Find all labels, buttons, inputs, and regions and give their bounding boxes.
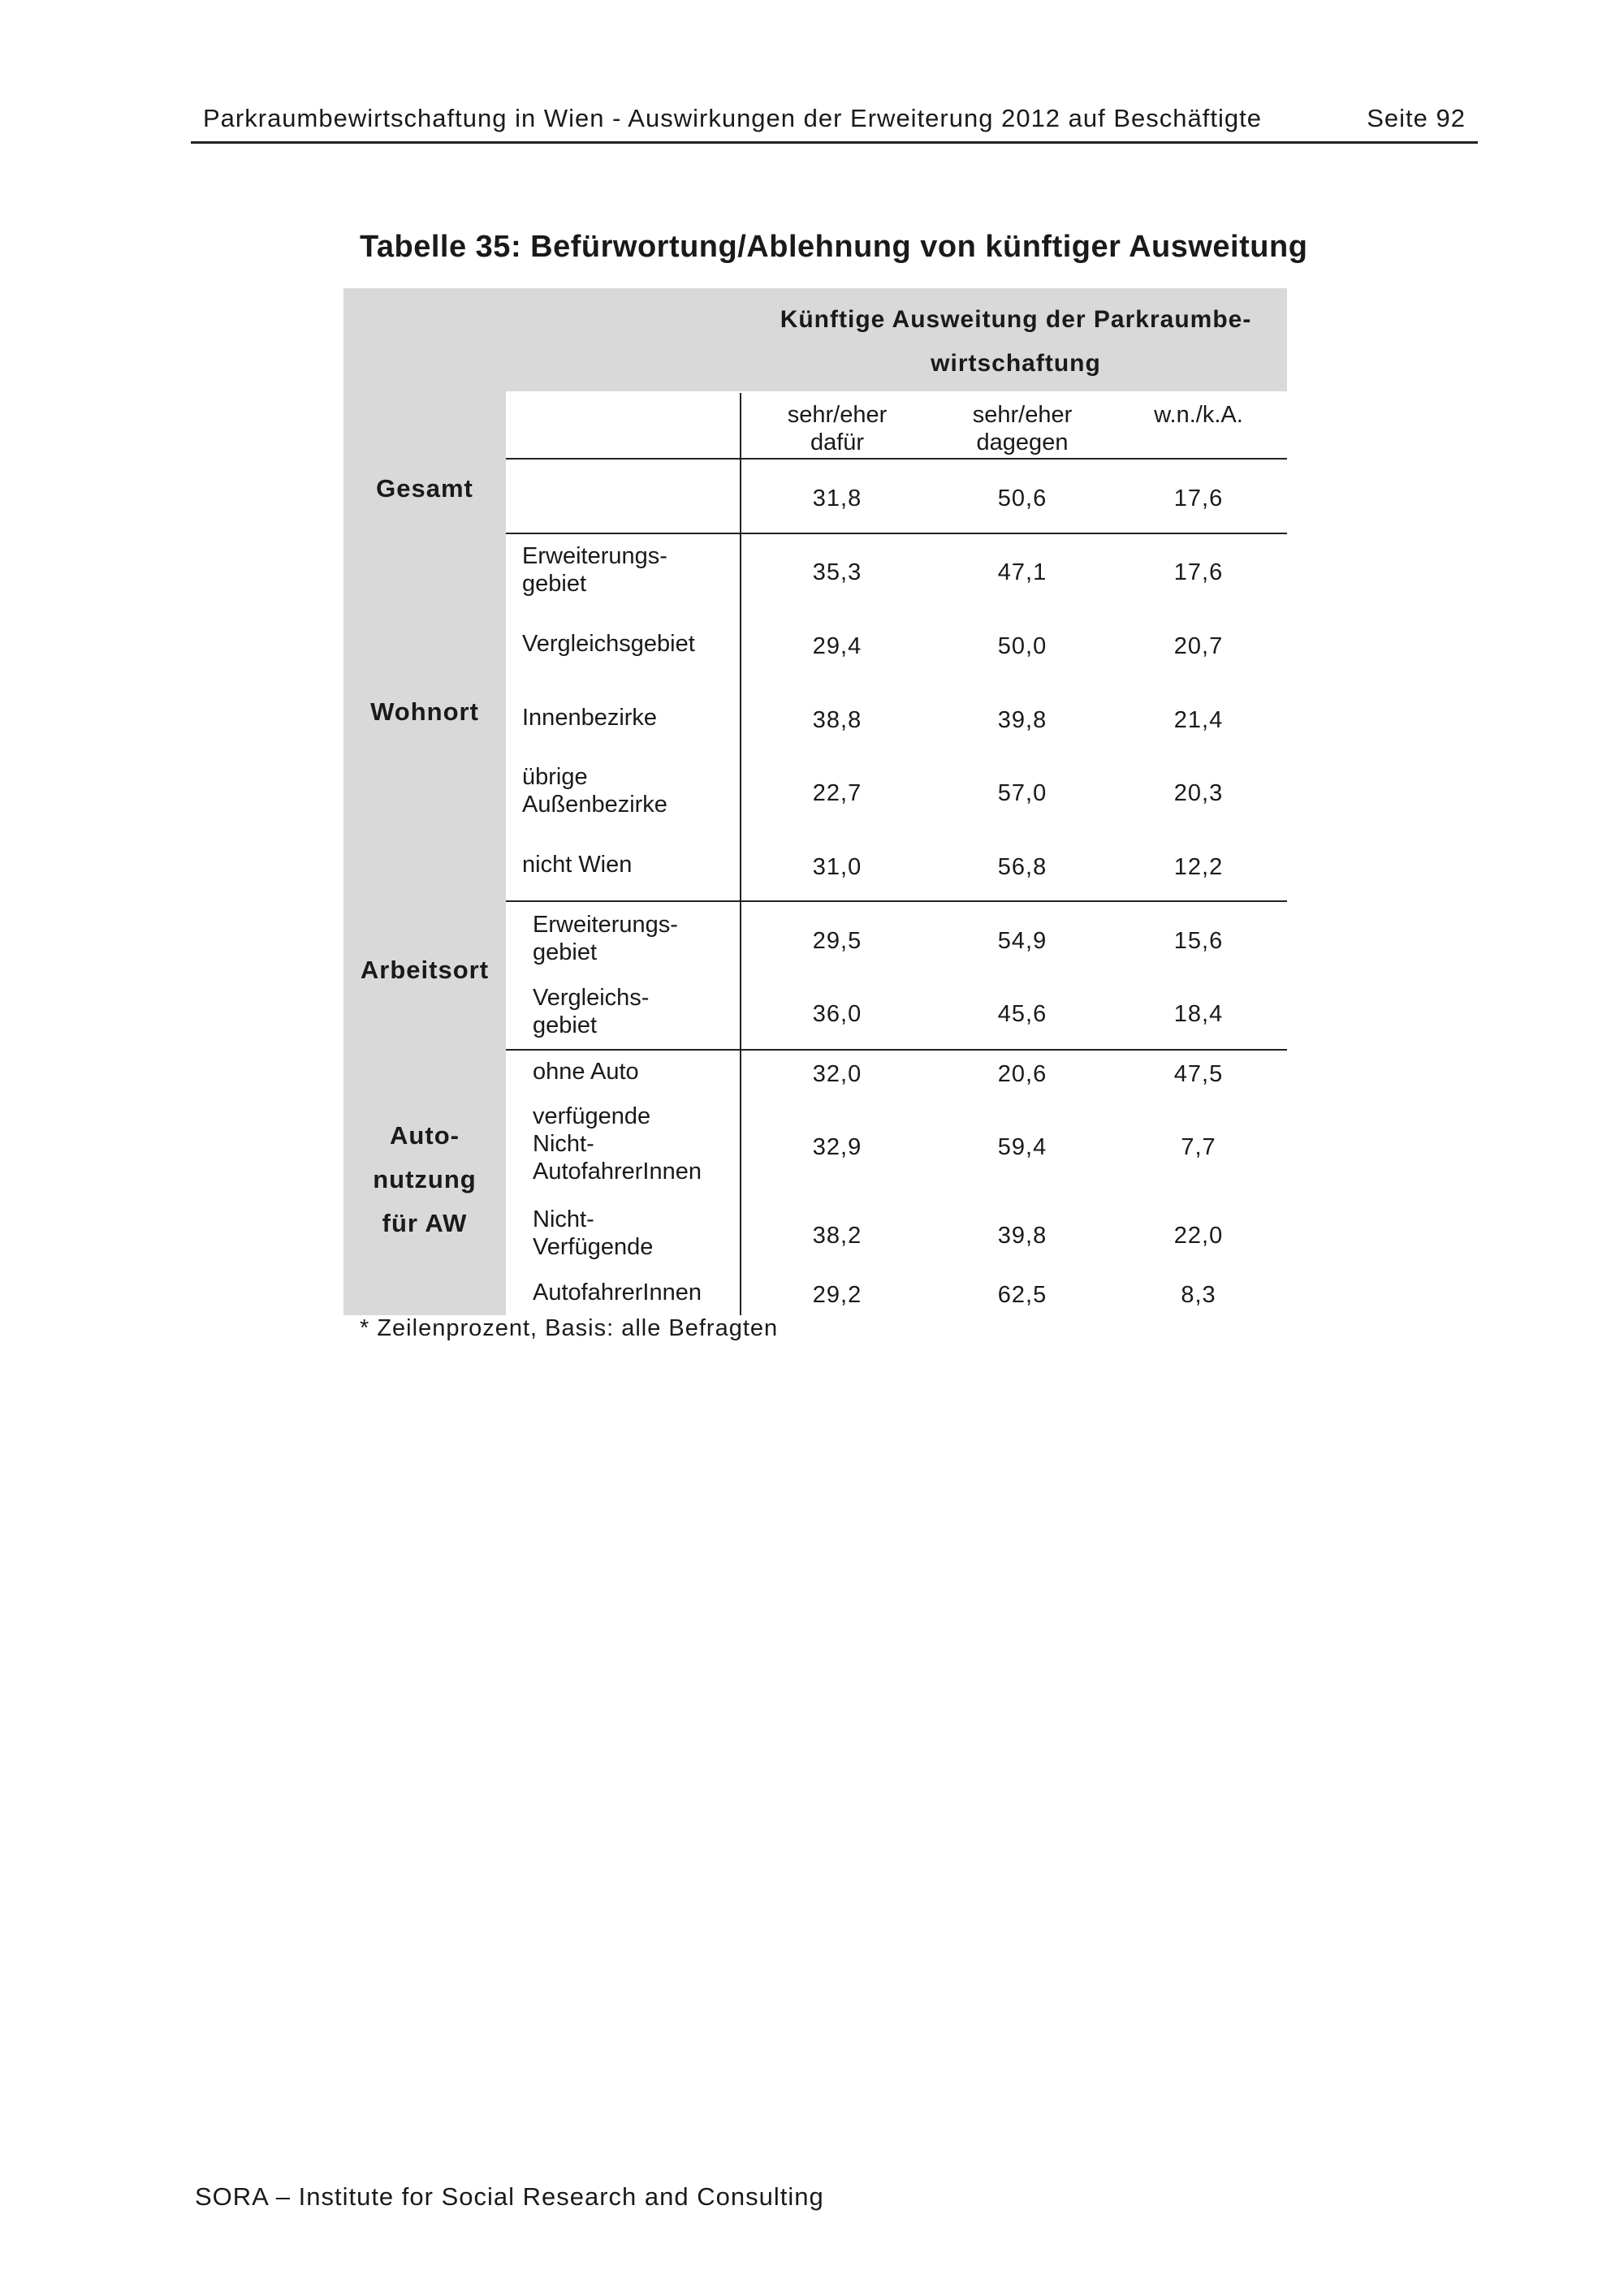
rule-after-arbeitsort [506, 1049, 1287, 1051]
table-cell: 17,6 [1173, 559, 1224, 585]
column-header-dafuer: sehr/eher dafür [787, 402, 888, 455]
table-cell: 56,8 [997, 854, 1047, 880]
group-label-arbeitsort: Arbeitsort [360, 956, 490, 984]
table-cell: 15,6 [1173, 928, 1224, 954]
table-cell: 20,3 [1173, 780, 1224, 806]
page-footer: SORA – Institute for Social Research and Consulting [195, 2182, 824, 2211]
table-cell: 35,3 [812, 559, 862, 585]
table-cell: 47,5 [1173, 1061, 1224, 1087]
rule-after-gesamt [506, 533, 1287, 534]
table-cell: 18,4 [1173, 1001, 1224, 1027]
group-label-gesamt: Gesamt [376, 474, 473, 503]
column-header-wnka: w.n./k.A. [1154, 402, 1243, 428]
table-cell: 39,8 [997, 707, 1047, 733]
row-label: Innenbezirke [522, 705, 658, 731]
table-cell: 62,5 [997, 1282, 1047, 1308]
row-label: Erweiterungs- gebiet [522, 543, 667, 597]
table-cell: 59,4 [997, 1134, 1047, 1160]
table-cell: 31,0 [812, 854, 862, 880]
column-header-dagegen: sehr/eher dagegen [972, 402, 1073, 455]
table-cell: 29,4 [812, 633, 862, 659]
page-number: Seite 92 [1367, 104, 1466, 132]
table-cell: 47,1 [997, 559, 1047, 585]
row-label: Vergleichsgebiet [522, 631, 695, 657]
page-header [191, 102, 1478, 144]
table-cell: 8,3 [1181, 1282, 1216, 1308]
row-label: AutofahrerInnen [533, 1280, 702, 1306]
vertical-rule [740, 393, 741, 1315]
table-cell: 22,0 [1173, 1223, 1224, 1249]
row-label: verfügende Nicht- AutofahrerInnen [533, 1103, 702, 1185]
table-footnote: * Zeilenprozent, Basis: alle Befragten [360, 1315, 779, 1341]
table-cell: 36,0 [812, 1001, 862, 1027]
row-label: Nicht- Verfügende [533, 1206, 654, 1260]
table-cell: 50,6 [997, 486, 1047, 511]
table-cell: 57,0 [997, 780, 1047, 806]
table-cell: 21,4 [1173, 707, 1224, 733]
table-cell: 50,0 [997, 633, 1047, 659]
table-cell: 31,8 [812, 486, 862, 511]
table-cell: 17,6 [1173, 486, 1224, 511]
row-label: übrige Außenbezirke [522, 764, 667, 818]
super-header: Künftige Ausweitung der Parkraumbe- wirtschaftung [780, 306, 1252, 377]
table-cell: 38,2 [812, 1223, 862, 1249]
table-cell: 39,8 [997, 1223, 1047, 1249]
group-label-autonutzung: Auto- nutzung für AW [373, 1121, 477, 1237]
table-cell: 12,2 [1173, 854, 1224, 880]
table-cell: 32,9 [812, 1134, 862, 1160]
table-cell: 29,2 [812, 1282, 862, 1308]
table-cell: 20,7 [1173, 633, 1224, 659]
table-cell: 32,0 [812, 1061, 862, 1087]
table-cell: 7,7 [1181, 1134, 1216, 1160]
rule-after-wohnort [506, 900, 1287, 902]
row-label: Vergleichs- gebiet [533, 985, 650, 1038]
table-cell: 20,6 [997, 1061, 1047, 1087]
row-label: Erweiterungs- gebiet [533, 912, 678, 965]
table-cell: 45,6 [997, 1001, 1047, 1027]
header-title: Parkraumbewirtschaftung in Wien - Auswirkungen der Erweiterung 2012 auf Beschäftigte [203, 104, 1262, 132]
header-rule [506, 458, 1287, 460]
group-label-wohnort: Wohnort [370, 697, 479, 726]
table-cell: 22,7 [812, 780, 862, 806]
table-cell: 54,9 [997, 928, 1047, 954]
table-title: Tabelle 35: Befürwortung/Ablehnung von künftiger Ausweitung [360, 230, 1308, 264]
row-label: ohne Auto [533, 1059, 639, 1085]
table-cell: 38,8 [812, 707, 862, 733]
row-label: nicht Wien [522, 852, 633, 878]
table-cell: 29,5 [812, 928, 862, 954]
